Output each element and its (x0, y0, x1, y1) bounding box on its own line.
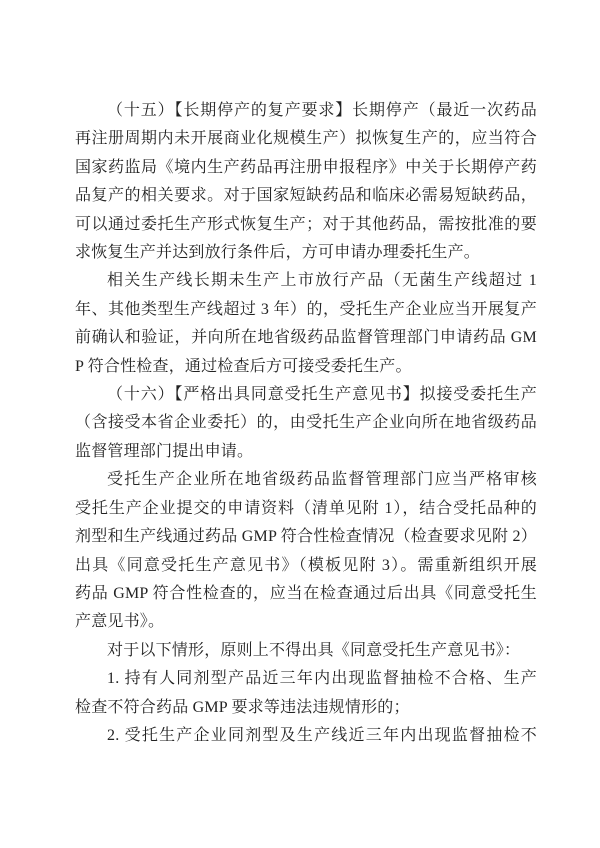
text-line: 监督管理部门提出申请。 (75, 442, 254, 460)
text-line: 前确认和验证，并向所在地省级药品监督管理部门申请药品 GM (75, 329, 537, 347)
text-line: （十五）【长期停产的复产要求】长期停产（最近一次药品 (107, 102, 537, 119)
text-line: P 符合性检查，通过检查后方可接受委托生产。 (75, 357, 412, 375)
text-line: 相关生产线长期未生产上市放行产品（无菌生产线超过 1 (107, 272, 537, 290)
text-line: 产意见书》。 (75, 613, 165, 631)
text-line: 受托生产企业提交的申请资料（清单见附 1），结合受托品种的 (75, 499, 537, 517)
text-line: 2. 受托生产企业同剂型及生产线近三年内出现监督抽检不 (107, 726, 537, 744)
text-line: 可以通过委托生产形式恢复生产；对于其他药品，需按批准的要 (75, 215, 537, 233)
text-line: 品复产的相关要求。对于国家短缺药品和临床必需易短缺药品， (75, 187, 537, 205)
text-line: 对于以下情形，原则上不得出具《同意受托生产意见书》： (107, 641, 521, 659)
text-line: 年、其他类型生产线超过 3 年）的，受托生产企业应当开展复产 (75, 300, 537, 318)
text-line: 1. 持有人同剂型产品近三年内出现监督抽检不合格、生产 (107, 670, 537, 688)
text-line: （十六）【严格出具同意受托生产意见书】拟接受委托生产 (107, 386, 537, 404)
text-line: 再注册周期内未开展商业化规模生产）拟恢复生产的，应当符合 (75, 130, 537, 148)
document-text-block (75, 97, 537, 750)
text-line: （含接受本省企业委托）的，由受托生产企业向所在地省级药品 (75, 414, 537, 432)
text-line: 剂型和生产线通过药品 GMP 符合性检查情况（检查要求见附 2） (75, 528, 537, 546)
text-line: 检查不符合药品 GMP 要求等违法违规情形的； (75, 698, 410, 716)
text-line: 出具《同意受托生产意见书》（模板见附 3）。需重新组织开展 (75, 556, 537, 574)
text-line: 求恢复生产并达到放行条件后，方可申请办理委托生产。 (75, 244, 481, 262)
text-line: 药品 GMP 符合性检查的，应当在检查通过后出具《同意受托生 (75, 584, 537, 602)
text-line: 国家药监局《境内生产药品再注册申报程序》中关于长期停产药 (75, 158, 537, 176)
text-line: 受托生产企业所在地省级药品监督管理部门应当严格审核 (107, 471, 537, 489)
